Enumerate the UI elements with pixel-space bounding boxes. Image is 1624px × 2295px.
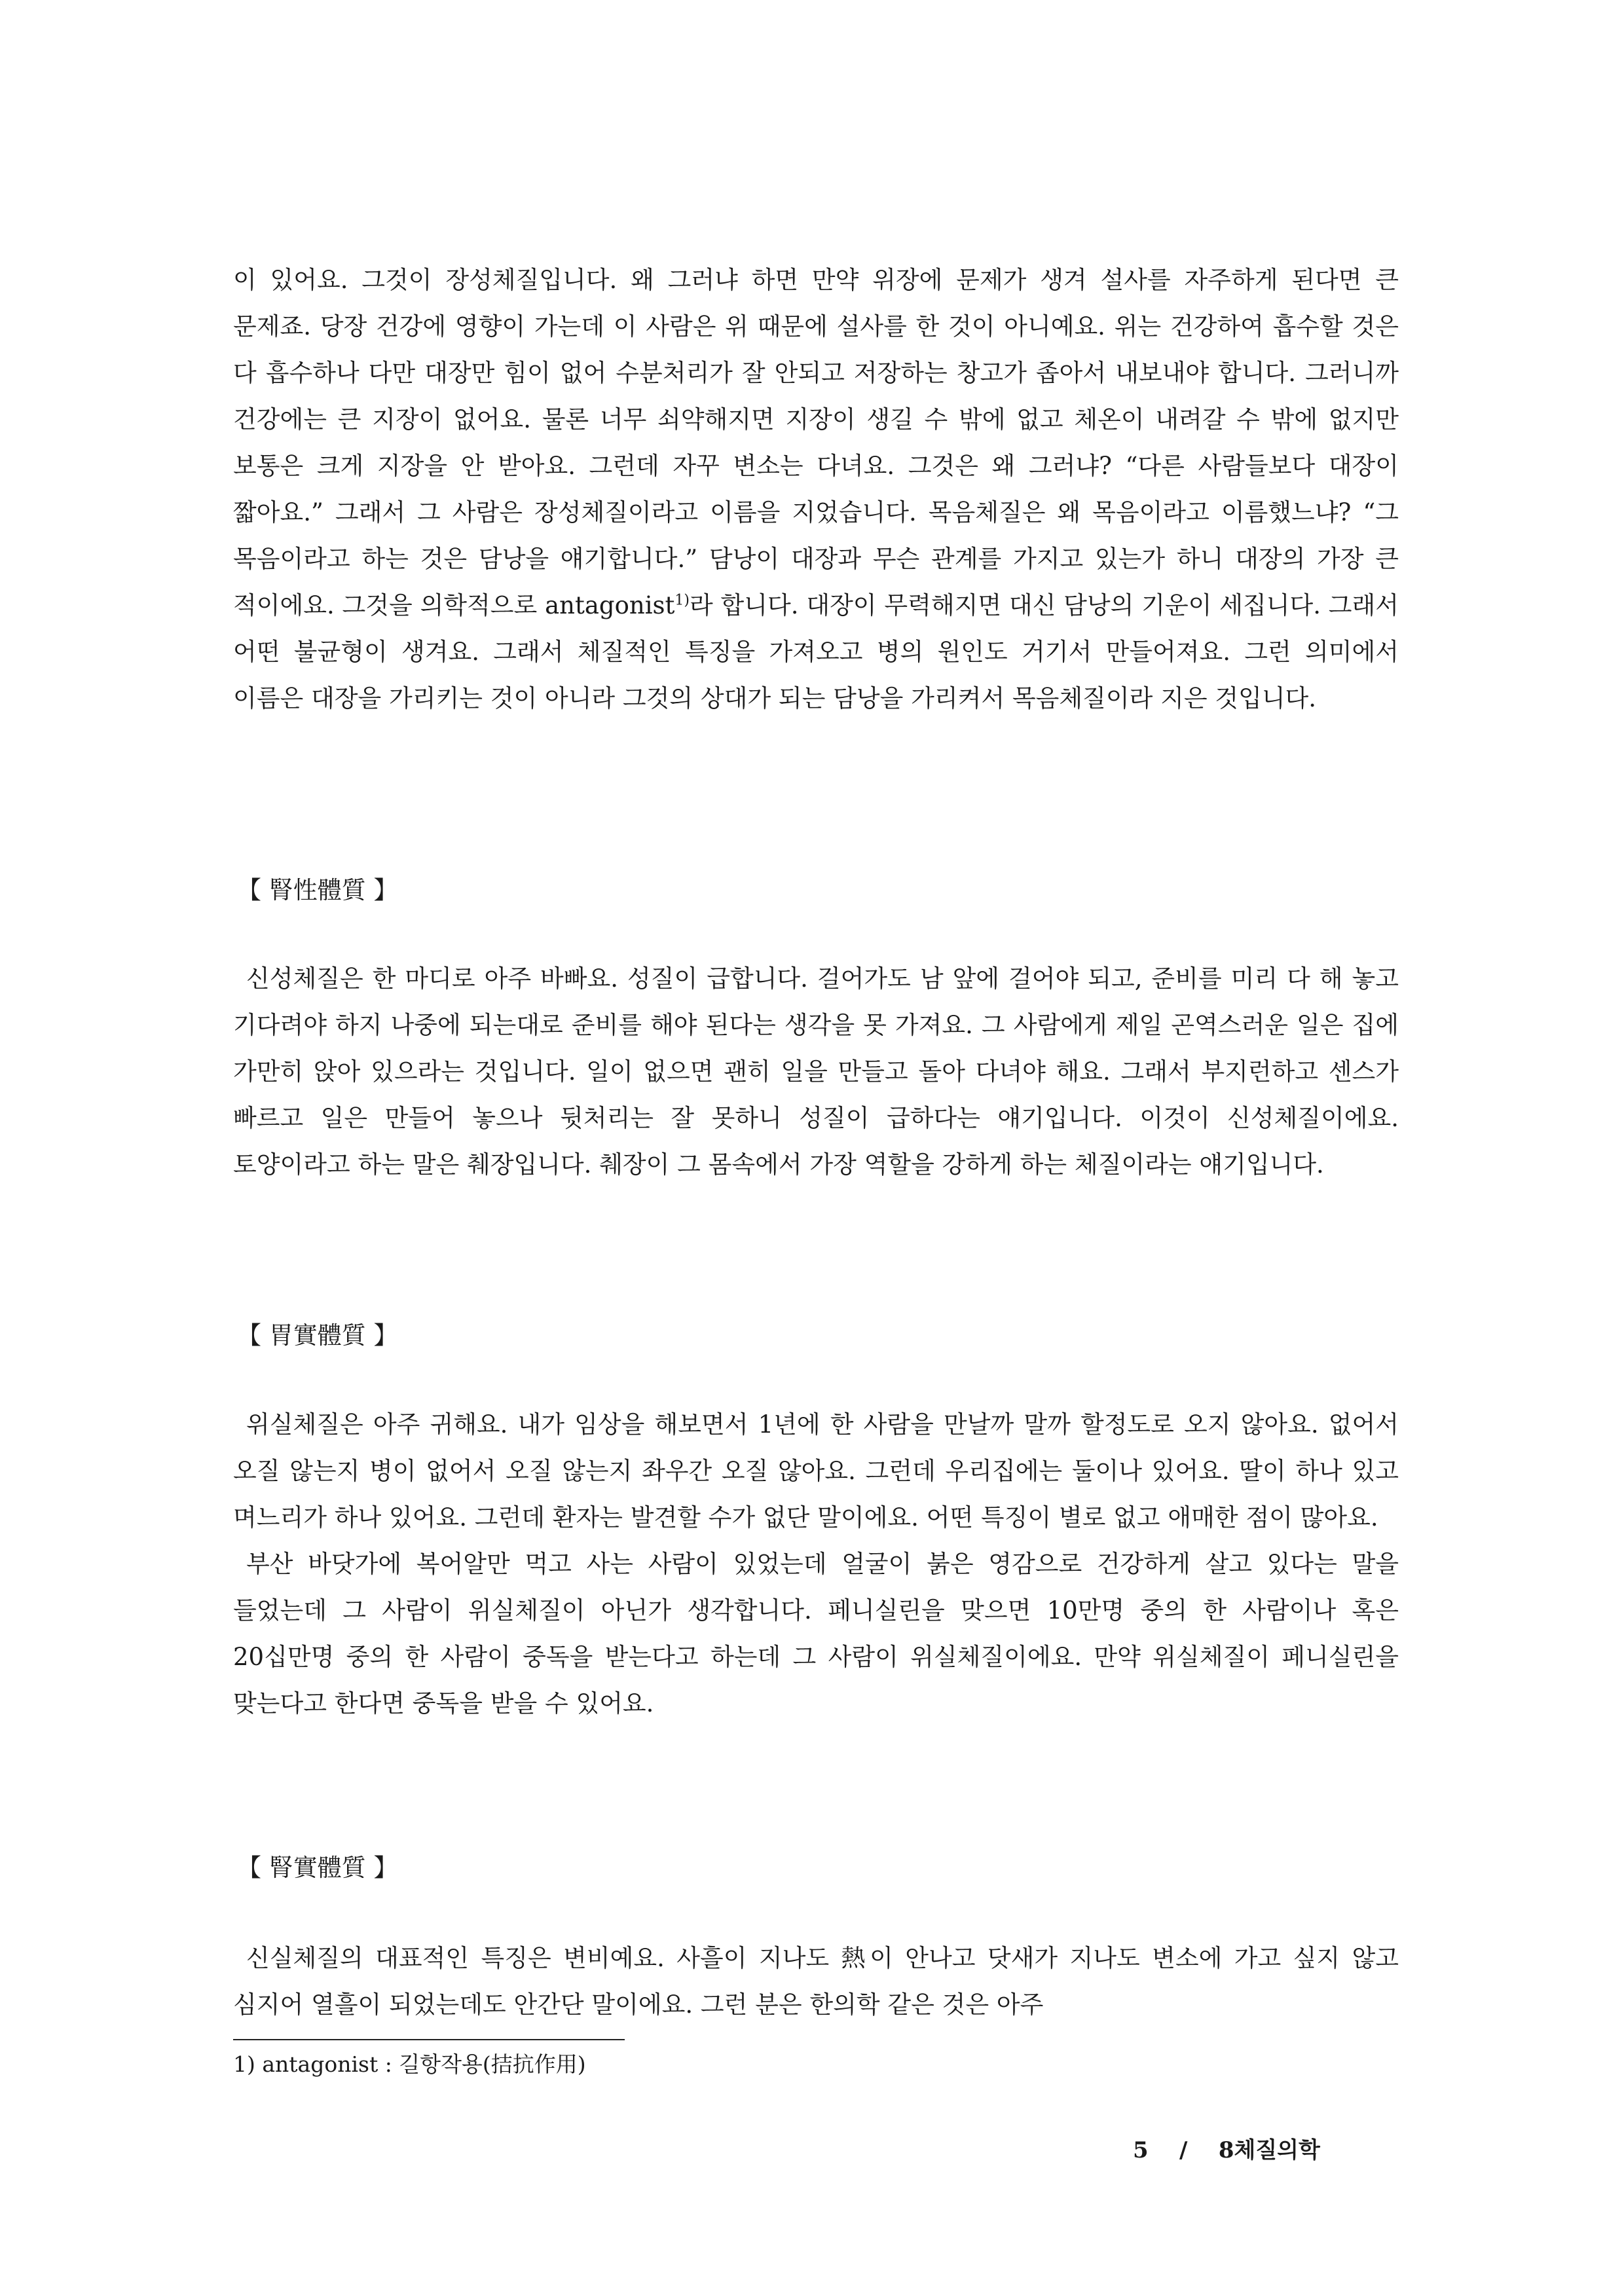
section-heading-sinseong: 【 腎性體質 】 bbox=[237, 876, 398, 904]
body-paragraph-wisil-2: 부산 바닷가에 복어알만 먹고 사는 사람이 있었는데 얼굴이 붉은 영감으로 건강하게 살고 있다는 말을 들었는데 그 사람이 위실체질이 아닌가 생각합니다. 페니실린을 맞으면 10만명 중의 한 사람이나 혹은 20십만명 중의 한 사람이 중독을 받는다고 하는데 그 사람이 위실체질이에요. 만약 위실체질이 페니실린을 맞는다고 한다면 중독을 받을 수 있어요. bbox=[233, 1550, 1399, 1717]
body-paragraph-sinseong: 신성체질은 한 마디로 아주 바빠요. 성질이 급합니다. 걸어가도 남 앞에 걸어야 되고, 준비를 미리 다 해 놓고 기다려야 하지 나중에 되는대로 준비를 해야 된다는 생각을 못 가져요. 그 사람에게 제일 곤역스러운 일은 집에 가만히 앉아 있으라는 것입니다. 일이 없으면 괜히 일을 만들고 돌아 다녀야 해요. 그래서 부지런하고 센스가 빠르고 일은 만들어 놓으나 뒷처리는 잘 못하니 성질이 급하다는 얘기입니다. 이것이 신성체질이에요. 토양이라고 하는 말은 췌장입니다. 췌장이 그 몸속에서 가장 역할을 강하게 하는 체질이라는 얘기입니다. bbox=[233, 964, 1399, 1179]
page-footer bbox=[1133, 2136, 1320, 2165]
document-title: 8체질의학 bbox=[1218, 2137, 1320, 2163]
footnote-antagonist: 1) antagonist : 길항작용(拮抗作用) bbox=[233, 2051, 586, 2077]
section-heading-wisil: 【 胃實體質 】 bbox=[237, 1321, 398, 1349]
body-paragraph-wisil-1: 위실체질은 아주 귀해요. 내가 임상을 해보면서 1년에 한 사람을 만날까 말까 할정도로 오지 않아요. 없어서 오질 않는지 병이 없어서 오질 않는지 좌우간 오질 않아요. 그런데 우리집에는 둘이나 있어요. 딸이 하나 있고 며느리가 하나 있어요. 그런데 환자는 발견할 수가 없단 말이에요. 어떤 특징이 별로 없고 애매한 점이 많아요. bbox=[233, 1410, 1399, 1532]
section-heading-sinsil: 【 腎實體質 】 bbox=[237, 1854, 398, 1882]
body-section-wisil bbox=[233, 1401, 1399, 1727]
paragraph-text-continued: 라 합니다. 대장이 무력해지면 대신 담낭의 기운이 세집니다. 그래서 어떤 불균형이 생겨요. 그래서 체질적인 특징을 가져오고 병의 원인도 거기서 만들어져요. 그런 의미에서 이름은 대장을 가리키는 것이 아니라 그것의 상대가 되는 담낭을 가리켜서 목음체질이라 지은 것입니다. bbox=[233, 591, 1399, 712]
footer-separator: / bbox=[1179, 2137, 1188, 2163]
footnote-reference[interactable]: 1) bbox=[674, 592, 690, 609]
page-number: 5 bbox=[1133, 2137, 1149, 2163]
footnote-divider bbox=[233, 2039, 625, 2040]
body-paragraph-jangseong bbox=[233, 257, 1399, 722]
paragraph-text: 이 있어요. 그것이 장성체질입니다. 왜 그러냐 하면 만약 위장에 문제가 생겨 설사를 자주하게 된다면 큰 문제죠. 당장 건강에 영향이 가는데 이 사람은 위 때문에 설사를 한 것이 아니예요. 위는 건강하여 흡수할 것은 다 흡수하나 다만 대장만 힘이 없어 수분처리가 잘 안되고 저장하는 창고가 좁아서 내보내야 합니다. 그러니까 건강에는 큰 지장이 없어요. 물론 너무 쇠약해지면 지장이 생길 수 밖에 없고 체온이 내려갈 수 밖에 없지만 보통은 크게 지장을 안 받아요. 그런데 자꾸 변소는 다녀요. 그것은 왜 그러냐? “다른 사람들보다 대장이 짧아요.” 그래서 그 사람은 장성체질이라고 이름을 지었습니다. 목음체질은 왜 목음이라고 이름했느냐? “그 목음이라고 하는 것은 담낭을 얘기합니다.” 담낭이 대장과 무슨 관계를 가지고 있는가 하니 대장의 가장 큰 적이에요. 그것을 의학적으로 antagonist bbox=[233, 266, 1399, 619]
body-paragraph-sinsil: 신실체질의 대표적인 특징은 변비예요. 사흘이 지나도 熱이 안나고 닷새가 지나도 변소에 가고 싶지 않고 심지어 열흘이 되었는데도 안간단 말이에요. 그런 분은 한의학 같은 것은 아주 bbox=[233, 1944, 1399, 2019]
